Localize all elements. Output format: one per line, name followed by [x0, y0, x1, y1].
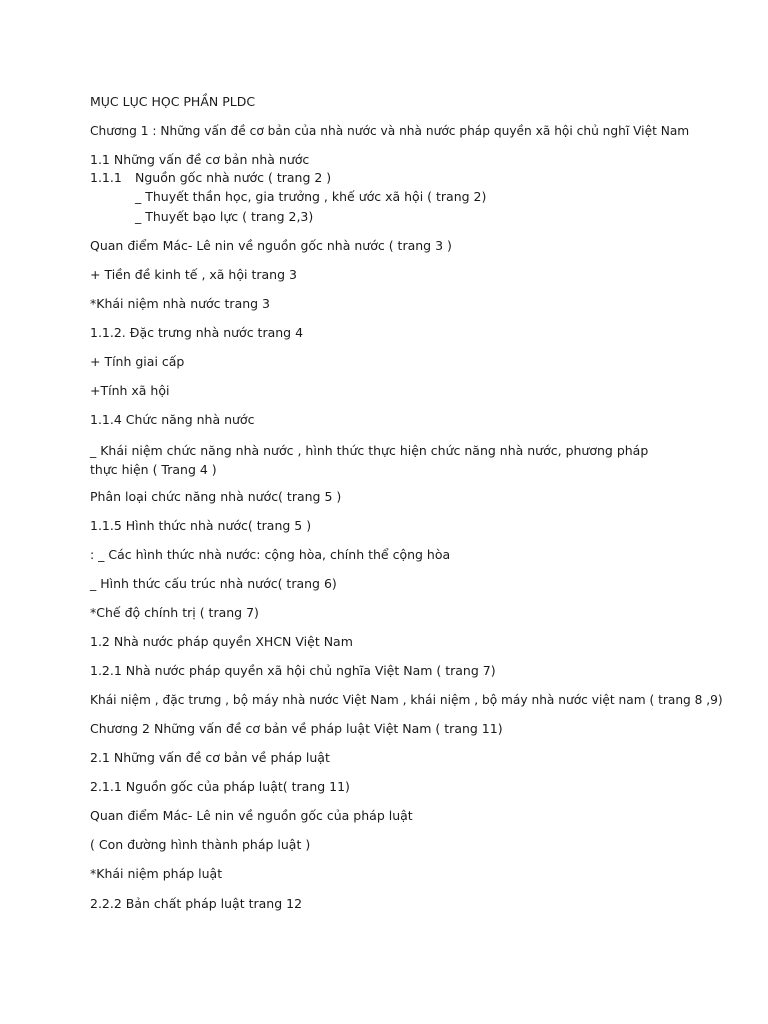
toc-line: + Tính giai cấp	[90, 354, 185, 369]
section-1-1-1-number: 1.1.1	[90, 170, 122, 185]
document-title: MỤC LỤC HỌC PHẦN PLDC	[90, 94, 256, 109]
toc-line: Khái niệm , đặc trưng , bộ máy nhà nước Việt Nam , khái niệm , bộ máy nhà nước việt nam ( trang 8 ,9)	[90, 693, 723, 707]
toc-line: 1.1.2. Đặc trưng nhà nước trang 4	[90, 325, 304, 340]
toc-line: + Tiền đề kinh tế , xã hội trang 3	[90, 267, 297, 282]
toc-line: _ Hình thức cấu trúc nhà nước( trang 6)	[90, 576, 337, 591]
toc-line: *Chế độ chính trị ( trang 7)	[90, 605, 259, 620]
toc-line: 2.1 Những vấn đề cơ bản về pháp luật	[90, 750, 330, 765]
toc-line: : _ Các hình thức nhà nước: cộng hòa, chính thể cộng hòa	[90, 547, 451, 562]
toc-line-theories: _ Thuyết thần học, gia trưởng , khế ước xã hội ( trang 2)	[135, 189, 487, 204]
toc-line-wrapped: _ Khái niệm chức năng nhà nước , hình thức thực hiện chức năng nhà nước, phương pháp thực hiện ( Trang 4 )	[90, 443, 649, 477]
toc-line: Quan điểm Mác- Lê nin về nguồn gốc của pháp luật	[90, 808, 413, 823]
toc-line: +Tính xã hội	[90, 383, 170, 398]
toc-line: *Khái niệm nhà nước trang 3	[90, 296, 271, 311]
section-1-1: 1.1 Những vấn đề cơ bản nhà nước	[90, 152, 310, 167]
toc-line: 2.2.2 Bản chất pháp luật trang 12	[90, 896, 303, 911]
toc-line: 2.1.1 Nguồn gốc của pháp luật( trang 11)	[90, 779, 350, 794]
toc-line: 1.2 Nhà nước pháp quyền XHCN Việt Nam	[90, 634, 353, 649]
toc-line: 1.1.4 Chức năng nhà nước	[90, 412, 255, 427]
toc-line: Phân loại chức năng nhà nước( trang 5 )	[90, 489, 342, 504]
toc-line: 1.2.1 Nhà nước pháp quyền xã hội chủ nghĩa Việt Nam ( trang 7)	[90, 663, 496, 678]
toc-line: Quan điểm Mác- Lê nin về nguồn gốc nhà nước ( trang 3 )	[90, 238, 452, 253]
toc-line: 1.1.5 Hình thức nhà nước( trang 5 )	[90, 518, 312, 533]
section-1-1-1-title: Nguồn gốc nhà nước ( trang 2 )	[135, 170, 332, 185]
chapter-2-heading: Chương 2 Những vấn đề cơ bản về pháp luật Việt Nam ( trang 11)	[90, 721, 503, 736]
toc-line-force-theory: _ Thuyết bạo lực ( trang 2,3)	[135, 209, 314, 224]
toc-line: ( Con đường hình thành pháp luật )	[90, 837, 311, 852]
toc-line: *Khái niệm pháp luật	[90, 866, 223, 881]
chapter-1-heading: Chương 1 : Những vấn đề cơ bản của nhà nước và nhà nước pháp quyền xã hội chủ nghĩ Việt Nam	[90, 124, 690, 138]
